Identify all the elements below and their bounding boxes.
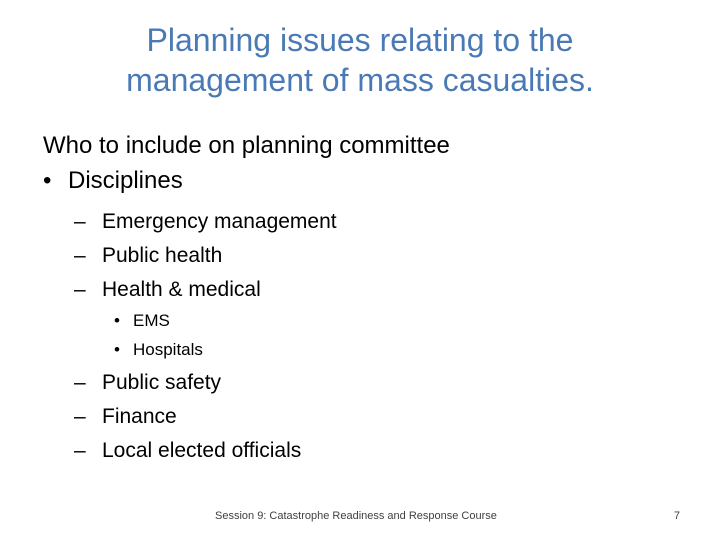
- item-public-safety: [74, 366, 221, 400]
- slide-title: [60, 20, 660, 100]
- dash-marker: –: [74, 371, 86, 394]
- dash-marker: –: [74, 439, 86, 462]
- bullet-marker: •: [114, 340, 120, 359]
- item-public-health: [74, 239, 222, 273]
- item-label: Hospitals: [133, 340, 203, 359]
- item-label: Public safety: [102, 371, 222, 394]
- item-label: Local elected officials: [102, 439, 302, 462]
- bullet-marker: •: [114, 311, 120, 330]
- dash-marker: –: [74, 244, 86, 267]
- item-label: Emergency management: [102, 210, 337, 233]
- item-label: Finance: [102, 405, 177, 428]
- dash-marker: –: [74, 405, 86, 428]
- item-emergency-management: [74, 205, 337, 239]
- sub-item-ems: [114, 307, 170, 335]
- body-heading: Who to include on planning committee: [43, 132, 450, 159]
- page-number: 7: [673, 510, 680, 522]
- item-finance: [74, 400, 177, 434]
- sub-item-hospitals: [114, 336, 203, 364]
- item-local-officials: [74, 434, 301, 468]
- item-health-medical: [74, 273, 261, 307]
- dash-marker: –: [74, 210, 86, 233]
- title-line-1: Planning issues relating to the: [146, 22, 574, 58]
- slide-footer: Session 9: Catastrophe Readiness and Response Course: [215, 510, 497, 522]
- item-label: Public health: [102, 244, 223, 267]
- bullet-marker: •: [43, 167, 52, 194]
- bullet-disciplines: [43, 164, 183, 198]
- item-label: Health & medical: [102, 278, 261, 301]
- item-label: EMS: [133, 311, 170, 330]
- disciplines-label: Disciplines: [68, 167, 183, 194]
- title-line-2: management of mass casualties.: [126, 62, 594, 98]
- dash-marker: –: [74, 278, 86, 301]
